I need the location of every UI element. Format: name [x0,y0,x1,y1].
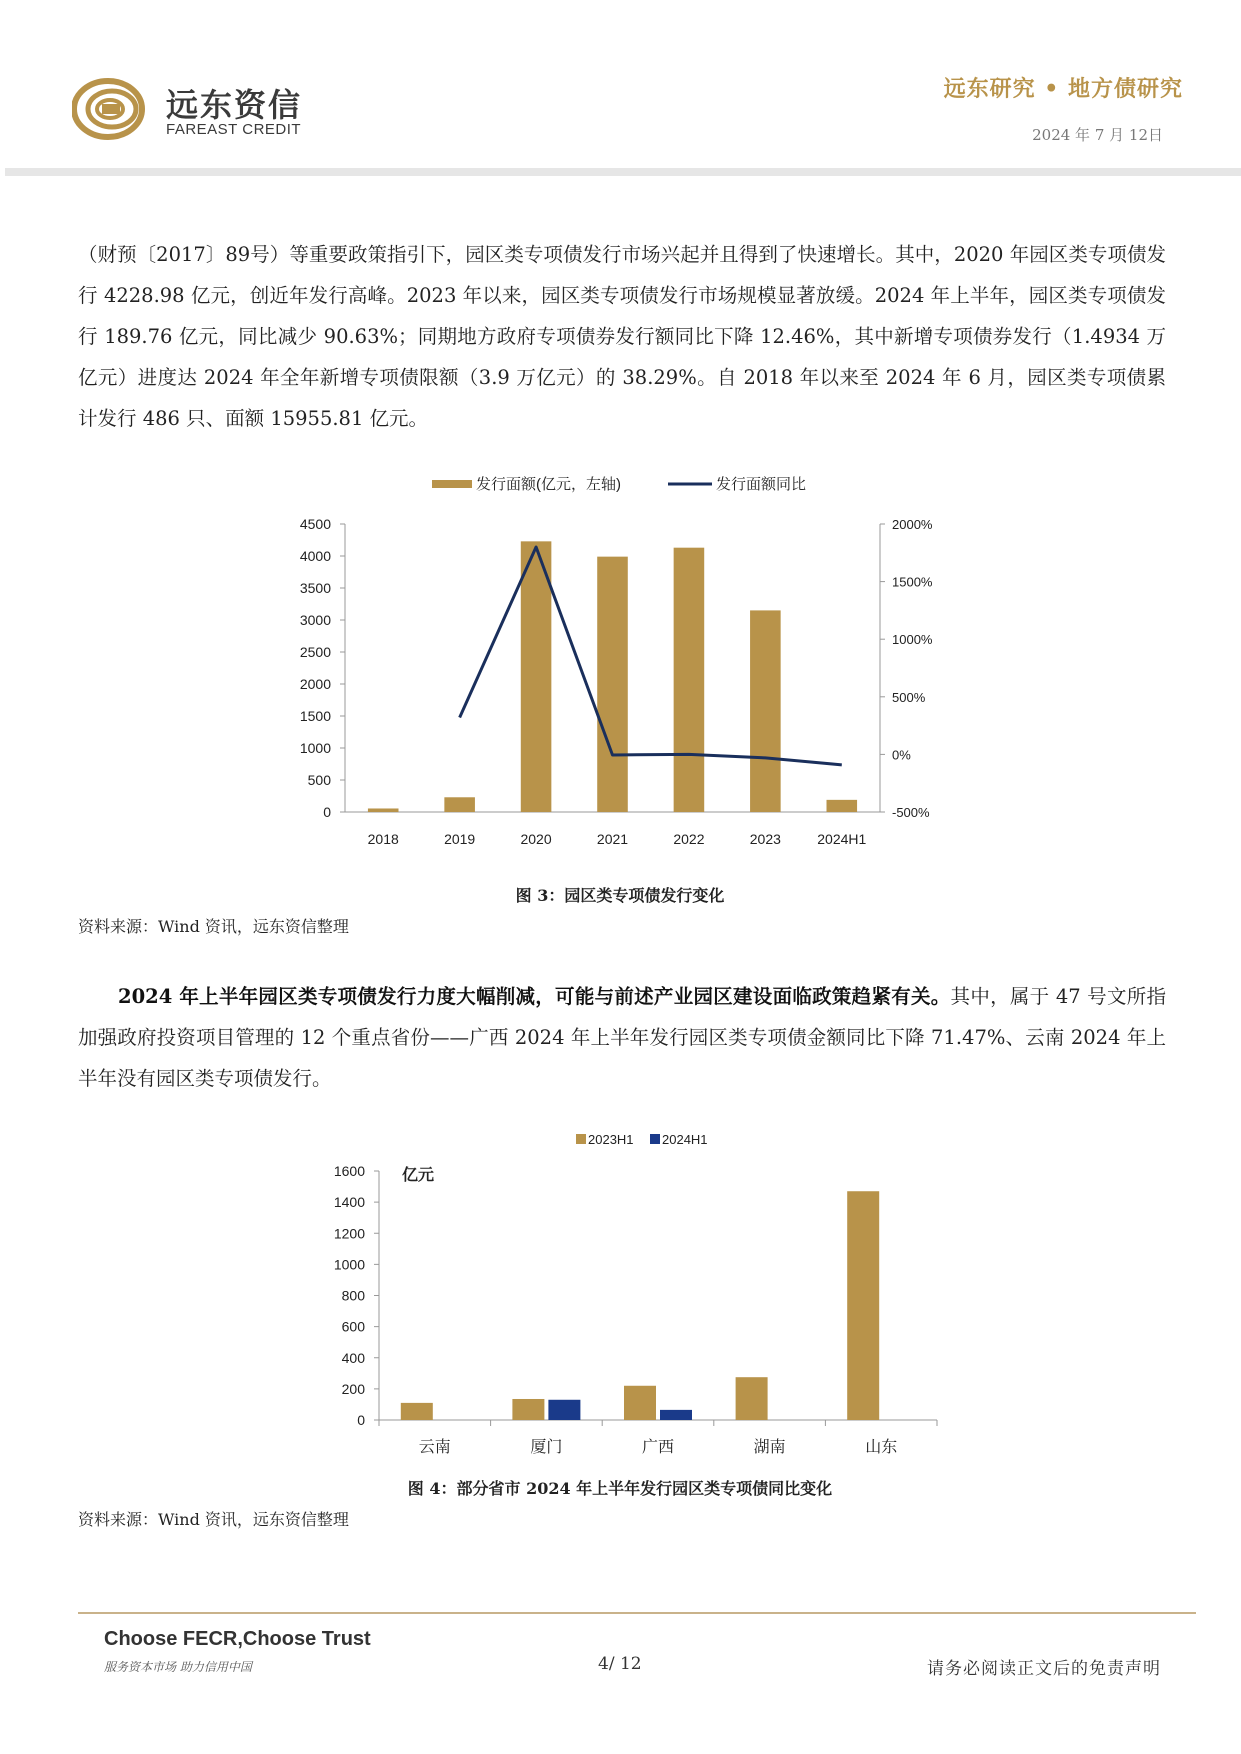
y-tick-label: 1600 [333,1163,365,1179]
legend-bar-label: 发行面额(亿元，左轴) [476,476,621,493]
report-series-title: 远东研究 • 地方债研究 [943,76,1183,102]
bar-2023H1 [736,1377,768,1420]
logo-english-name: FAREAST CREDIT [166,121,302,138]
right-tick-label: 1500% [892,574,933,590]
logo-chinese-name: 远东资信 [166,86,303,124]
figure-3-caption: 图 3：园区类专项债发行变化 [515,886,725,905]
y-tick-label: 400 [341,1349,365,1366]
left-tick-label: 500 [307,772,331,788]
x-tick-label: 云南 [418,1439,451,1456]
x-tick-label: 厦门 [530,1439,563,1456]
paragraph-1: （财预〔2017〕89号）等重要政策指引下，园区类专项债发行市场兴起并且得到了快速增长。其中，2020 年园区类专项债发行 4228.98 亿元，创近年发行高峰。2023 年以来，园区类专项债发行市场规模显著放缓。2024 年上半年，园区类专项债发行 189.76 亿元，同比减少 90.63%；同期地方政府专项债券发行额同比下降 12.46%，其中新增专项债券发行（1.4934 万亿元）进度达 2024 年全年新增专项债限额（3.9 万亿元）的 38.29%。自 2018 年以来至 2024 年 6 月，园区类专项债累计发行 486 只、面额 15955.81 亿元。 [78,243,1166,430]
x-tick-label: 2022 [673,831,705,847]
paragraph-2-highlight: 2024 年上半年园区类专项债发行力度大幅削减，可能与前述产业园区建设面临政策趋紧有关。 [118,985,951,1008]
figure-4-caption: 图 4：部分省市 2024 年上半年发行园区类专项债同比变化 [407,1479,833,1498]
bar-2023H1 [401,1403,433,1420]
left-tick-label: 1000 [299,740,331,756]
x-tick-label: 2018 [367,831,399,847]
left-tick-label: 4500 [299,516,331,532]
x-tick-label: 湖南 [753,1439,786,1456]
right-tick-label: 2000% [892,517,933,532]
bar-2024H1 [660,1410,692,1420]
left-tick-label: 3500 [299,580,331,596]
x-tick-label: 2020 [520,831,552,847]
x-tick-label: 2024H1 [817,831,867,847]
right-tick-label: 0% [892,747,911,763]
y-tick-label: 1400 [333,1194,365,1211]
y-axis-unit-label: 亿元 [402,1167,435,1184]
legend-2024h1-swatch [650,1134,660,1144]
bar-2024H1 [548,1400,580,1420]
y-tick-label: 0 [357,1412,365,1428]
footer-divider [78,1612,1196,1614]
right-tick-label: 1000% [892,632,933,648]
legend-2023h1-label: 2023H1 [588,1132,634,1147]
figure-4-source: 资料来源：Wind 资讯，远东资信整理 [78,1510,349,1529]
footer-slogan-chinese: 服务资本市场 助力信用中国 [104,1660,252,1674]
legend-2024h1-label: 2024H1 [662,1132,708,1147]
y-tick-label: 800 [341,1287,365,1304]
left-tick-label: 2500 [299,644,331,660]
figure-3-source: 资料来源：Wind 资讯，远东资信整理 [78,917,349,936]
footer-slogan: Choose FECR,Choose Trust [104,1628,371,1650]
right-tick-label: 500% [892,689,926,705]
x-tick-label: 广西 [641,1439,675,1456]
y-tick-label: 1200 [333,1225,365,1242]
x-tick-label: 山东 [865,1439,898,1456]
legend-line-label: 发行面额同比 [716,476,807,493]
footer-disclaimer: 请务必阅读正文后的免责声明 [927,1659,1161,1679]
x-tick-label: 2023 [749,831,781,847]
left-tick-label: 3000 [299,612,331,628]
report-date: 2024 年 7 月 12日 [1032,126,1163,144]
left-tick-label: 1500 [299,708,331,724]
left-tick-label: 2000 [299,676,331,692]
y-tick-label: 600 [341,1318,365,1335]
x-tick-label: 2021 [596,831,629,847]
page-number: 4/ 12 [598,1654,642,1674]
bar-2023H1 [624,1386,656,1420]
legend-2023h1-swatch [576,1134,586,1144]
bar-2023H1 [512,1399,544,1420]
paragraph-2-text: 其中，属于 47 号文所指加强政府投资项目管理的 12 个重点省份——广西 2024 年上半年发行园区类专项债金额同比下降 71.47%、云南 2024 年上半年没有园区类专项债发行。 [78,985,1167,1090]
y-tick-label: 200 [341,1380,365,1397]
left-tick-label: 0 [323,804,331,820]
x-tick-label: 2019 [444,831,476,847]
bar-2023H1 [847,1191,879,1420]
left-tick-label: 4000 [299,548,331,564]
y-tick-label: 1000 [333,1256,365,1273]
right-tick-label: -500% [892,805,930,820]
